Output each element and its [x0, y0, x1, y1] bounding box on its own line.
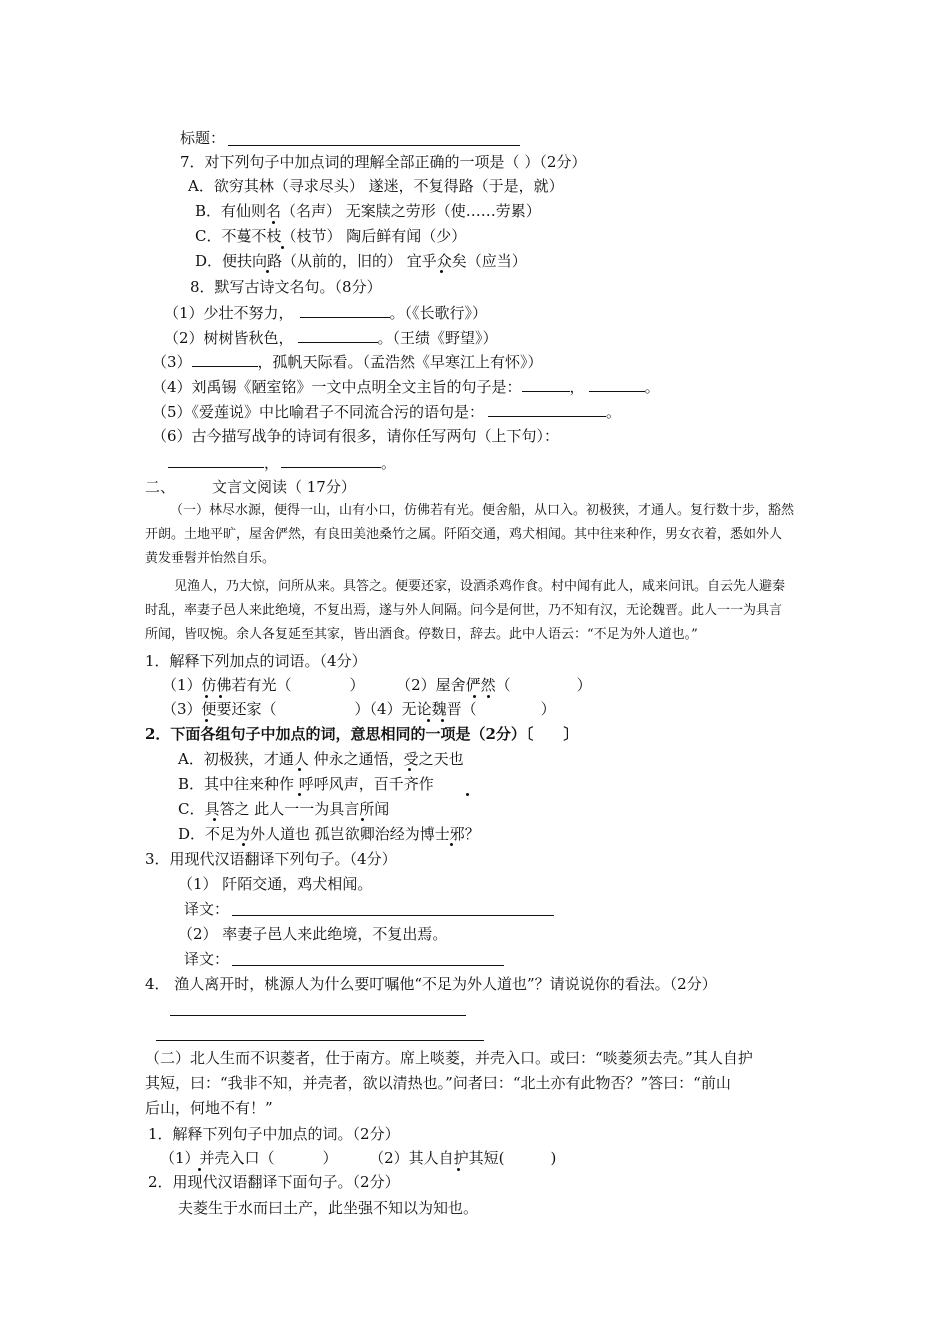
q1-stem: 1．解释下列加点的词语。（4分）: [145, 652, 367, 670]
emphasis-dot: [466, 793, 469, 796]
q4-answer-blank-2[interactable]: [156, 1040, 484, 1041]
q8-item-6-answer: ， 。: [168, 452, 396, 473]
q1-row-1: （1）仿佛若有光（ ） （2）屋舍俨然（ ）: [162, 676, 592, 694]
q8-item-5: （5）《爱莲说》中比喻君子不同流合污的语句是： 。: [152, 403, 622, 421]
q8-1-blank[interactable]: [300, 302, 390, 318]
q2-stem: 2．下面各组句子中加点的词，意思相同的一项是（2分）〔 〕: [145, 725, 579, 743]
q2-option-c: C．具答之 此人一一为具言所闻: [178, 800, 390, 818]
q3-stem: 3．用现代汉语翻译下列句子。（4分）: [145, 850, 397, 868]
q8-6-blank-b[interactable]: [281, 452, 381, 468]
q7-option-a: A．欲穷其林（寻求尽头） 遂迷，不复得路（于是，就）: [188, 177, 564, 195]
emphasis-dot: [272, 221, 275, 224]
emphasis-dot: [298, 793, 301, 796]
q4-answer-blank-1[interactable]: [170, 1015, 466, 1016]
q8-2-blank[interactable]: [298, 327, 378, 343]
q8-6-blank-a[interactable]: [168, 452, 264, 468]
passage2-line: （二）北人生而不识菱者，仕于南方。席上啖菱，并壳入口。或曰：“啖菱须去壳。”其人自护: [145, 1049, 753, 1067]
q7-option-d: D．便扶向路（从前的，旧的） 宜乎众矣（应当）: [195, 252, 527, 270]
q8-4-blank-b[interactable]: [589, 376, 645, 392]
emphasis-dot: [457, 1168, 460, 1171]
emphasis-dot: [473, 695, 476, 698]
q8-item-6: （6）古今描写战争的诗词有很多，请你任写两句（上下句）：: [152, 427, 560, 445]
emphasis-dot: [213, 818, 216, 821]
q3-translation-label-2: 译文：: [184, 950, 230, 968]
q8-item-4: （4）刘禹锡《陋室铭》一文中点明全文主旨的句子是： ， 。: [152, 378, 660, 396]
q8-item-3: （3） ，孤帆天际看。（孟浩然《早寒江上有怀》）: [152, 353, 543, 371]
p2-q2-sentence: 夫菱生于水而曰土产，此坐强不知以为知也。: [178, 1199, 479, 1217]
emphasis-dot: [427, 719, 430, 722]
emphasis-dot: [441, 719, 444, 722]
q2-option-b: B．其中往来种作 呼呼风声，百千齐作: [178, 775, 434, 793]
title-label: 标题：: [180, 129, 226, 147]
section2-number: 二、: [145, 478, 176, 496]
title-blank[interactable]: [228, 145, 520, 146]
emphasis-dot: [219, 695, 222, 698]
emphasis-dot: [408, 768, 411, 771]
q3-sentence-2: （2） 率妻子邑人来此绝境，不复出焉。: [178, 925, 448, 943]
passage1-line: 见渔人，乃大惊，问所从来。具答之。便要还家，设酒杀鸡作食。村中闻有此人，咸来问讯。自云先人避秦: [174, 579, 786, 594]
q3-translation-blank-2[interactable]: [232, 965, 504, 966]
passage1-line: （一）林尽水源，便得一山，山有小口，仿佛若有光。便舍船，从口入。初极狭，才通人。复行数十步，豁然: [170, 503, 795, 518]
q7-option-b: B．有仙则名（名声） 无案牍之劳形（使……劳累）: [195, 202, 541, 220]
q8-stem: 8．默写古诗文名句。（8分）: [190, 278, 382, 296]
q8-5-blank[interactable]: [488, 401, 606, 417]
emphasis-dot: [281, 246, 284, 249]
q3-translation-blank-1[interactable]: [232, 915, 554, 916]
q3-sentence-1: （1） 阡陌交通，鸡犬相闻。: [178, 875, 373, 893]
q8-3-blank[interactable]: [192, 351, 258, 367]
passage1-line: 开朗。土地平旷，屋舍俨然，有良田美池桑竹之属。阡陌交通，鸡犬相闻。其中往来种作，男女衣着，悉如外人: [145, 527, 783, 542]
q8-4-blank-a[interactable]: [522, 376, 570, 392]
p2-q1-row: （1）并壳入口（ ） （2）其人自护其短( ): [160, 1149, 557, 1167]
passage1-line: 黄发垂髫并怡然自乐。: [145, 551, 276, 566]
passage1-line: 所闻，皆叹惋。余人各复延至其家，皆出酒食。停数日，辞去。此中人语云：“不足为外人道也。”: [145, 627, 698, 642]
q1-row-2: （3）便要还家（ ）（4）无论魏晋（ ）: [162, 700, 556, 718]
emphasis-dot: [198, 1168, 201, 1171]
passage2-line: 后山，何地不有！”: [145, 1099, 273, 1117]
section2-title: 文言文阅读（ 17分）: [212, 478, 356, 496]
p2-q1-stem: 1．解释下列句子中加点的词。（2分）: [148, 1125, 400, 1143]
q2-option-d: D．不足为外人道也 孤岂欲卿治经为博士邪？: [178, 825, 480, 843]
q2-option-a: A．初极狭，才通人 仲永之通悟，受之天也: [178, 750, 464, 768]
emphasis-dot: [298, 768, 301, 771]
emphasis-dot: [487, 695, 490, 698]
q7-option-c: C．不蔓不枝（枝节） 陶后鲜有闻（少）: [195, 227, 467, 245]
emphasis-dot: [440, 270, 443, 273]
emphasis-dot: [205, 719, 208, 722]
passage2-line: 其短，曰：“我非不知，并壳者，欲以清热也。”问者曰：“北土亦有此物否？”答曰：“前山: [145, 1074, 731, 1092]
emphasis-dot: [205, 695, 208, 698]
emphasis-dot: [266, 270, 269, 273]
q3-translation-label-1: 译文：: [184, 900, 230, 918]
passage1-line: 时乱，率妻子邑人来此绝境，不复出焉，遂与外人间隔。问今是何世，乃不知有汉，无论魏晋。此人一一为具言: [145, 603, 783, 618]
q8-item-1: （1）少壮不努力， 。（《长歌行》）: [164, 304, 488, 322]
emphasis-dot: [242, 843, 245, 846]
emphasis-dot: [361, 818, 364, 821]
q8-item-2: （2）树树皆秋色， 。（王绩《野望》）: [164, 329, 498, 347]
q7-stem: 7．对下列句子中加点词的理解全部正确的一项是（ ）（2分）: [180, 153, 587, 171]
q4-stem: 4． 渔人离开时，桃源人为什么要叮嘱他“不足为外人道也”？请说说你的看法。（2分）: [145, 975, 717, 993]
emphasis-dot: [450, 843, 453, 846]
p2-q2-stem: 2．用现代汉语翻译下面句子。（2分）: [148, 1173, 400, 1191]
